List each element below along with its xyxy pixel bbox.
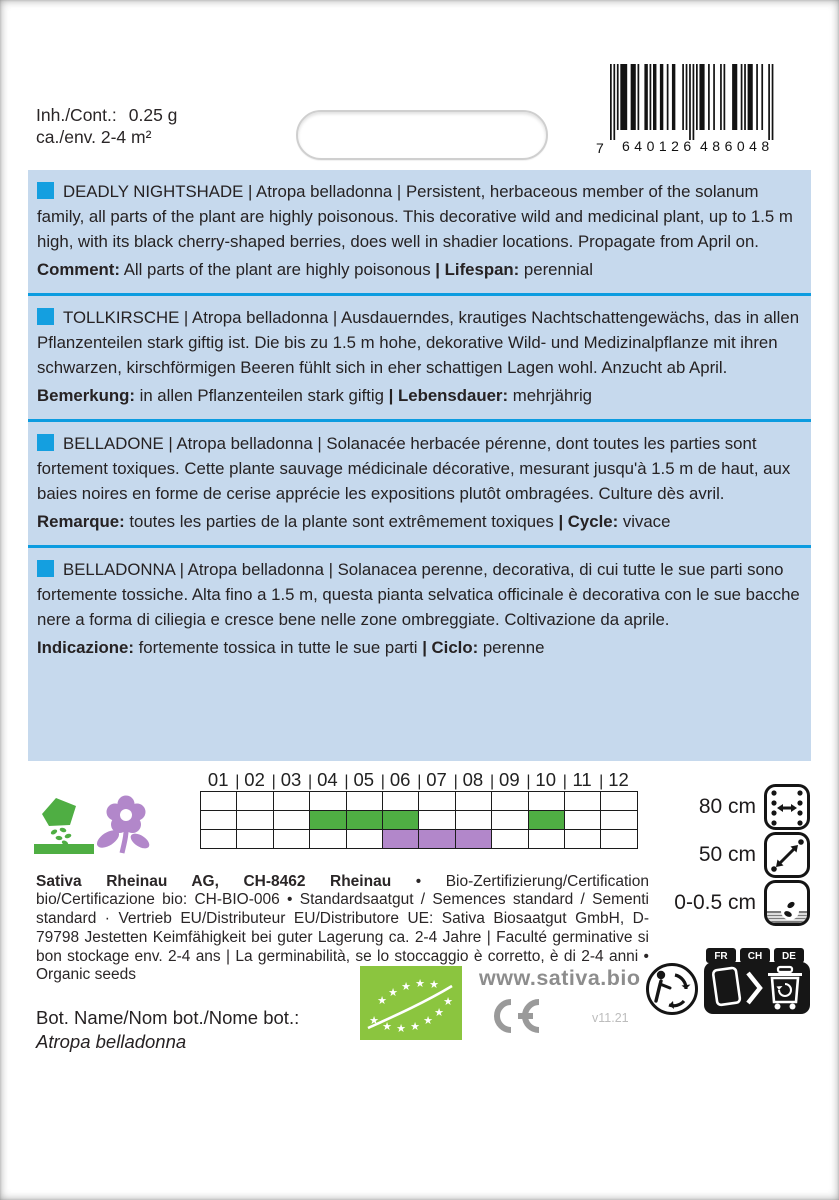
website-url: www.sativa.bio — [479, 966, 641, 990]
month-label: 11 | — [564, 769, 600, 792]
month-label: 08 | — [455, 769, 491, 792]
calendar-cell-flowering-12 — [601, 830, 637, 849]
section-intro — [37, 179, 802, 254]
calendar-cell-sowing-11 — [565, 811, 601, 830]
row-spacing-label: 80 cm — [698, 795, 756, 818]
calendar-cell-sowing-08 — [456, 811, 492, 830]
calendar-cell-sowing-10 — [529, 811, 565, 830]
triman-recycling-icon — [644, 961, 700, 1017]
calendar-cell-flowering-05 — [347, 830, 383, 849]
month-label: 04 | — [309, 769, 345, 792]
month-label: 01 | — [200, 769, 236, 792]
lang-section-italian — [28, 548, 811, 671]
svg-text:★: ★ — [388, 986, 398, 999]
lang-section-french — [28, 422, 811, 545]
language-bullet-icon — [37, 308, 54, 325]
svg-text:★: ★ — [410, 1020, 420, 1033]
calendar-cell-unmarked-08 — [456, 792, 492, 811]
calendar-cell-sowing-09 — [492, 811, 528, 830]
calendar-cell-sowing-06 — [383, 811, 419, 830]
coverage-line — [36, 126, 177, 148]
calendar-cell-unmarked-06 — [383, 792, 419, 811]
svg-text:★: ★ — [423, 1014, 433, 1027]
calendar-cell-flowering-06 — [383, 830, 419, 849]
calendar-cell-sowing-07 — [419, 811, 455, 830]
calendar-cell-sowing-04 — [310, 811, 346, 830]
calendar-cell-unmarked-01 — [201, 792, 237, 811]
coverage-value: 2-4 m² — [100, 127, 152, 147]
calendar-cell-sowing-02 — [237, 811, 273, 830]
calendar-cell-sowing-12 — [601, 811, 637, 830]
content-value: 0.25 g — [128, 105, 178, 125]
calendar-cell-sowing-03 — [274, 811, 310, 830]
intro-text: DEADLY NIGHTSHADE | Atropa belladonna | Persistent, herbaceous member of the solanum family, all parts of the plant are highly poisonous. This decorative wild and medicinal plant, up to 1.5 m high, with its black cherry-shaped berries, does well in shadier locations. Propagate from April on. — [37, 182, 793, 251]
calendar-cell-flowering-08 — [456, 830, 492, 849]
month-label: 10 | — [528, 769, 564, 792]
calendar-cell-unmarked-02 — [237, 792, 273, 811]
svg-text:★: ★ — [369, 1014, 379, 1027]
month-label: 06 | — [382, 769, 418, 792]
botanical-name: Atropa belladonna — [36, 1031, 187, 1052]
sowing-calendar — [200, 769, 638, 849]
flower-icon — [94, 796, 152, 854]
sorting-tab-de: DE — [782, 951, 796, 962]
calendar-month-header — [200, 769, 638, 791]
month-label: 07 | — [418, 769, 454, 792]
language-bullet-icon — [37, 182, 54, 199]
sowing-depth-icon — [764, 880, 810, 926]
month-label: 09 | — [491, 769, 527, 792]
content-amount-line — [36, 104, 177, 126]
calendar-cell-unmarked-03 — [274, 792, 310, 811]
calendar-cell-unmarked-10 — [529, 792, 565, 811]
botanical-name-block — [36, 1006, 299, 1054]
calendar-grid-body — [200, 791, 638, 849]
intro-text: BELLADONNA | Atropa belladonna | Solanacea perenne, decorativa, di cui tutte le sue parti sono fortemente tossiche. Alta fino a 1.5 m, questa pianta selvatica officinale è decorativa con le sue bacche nere a forma di ciliegia e cresce bene nelle zone ombreggiate. Coltivazione da aprile. — [37, 560, 800, 629]
content-info — [36, 104, 177, 148]
section-intro — [37, 431, 802, 506]
intro-text: BELLADONE | Atropa belladonna | Solanacée herbacée pérenne, dont toutes les parties sont fortement toxiques. Cette plante sauvage médicinale décorative, mesurant jusqu'à 1.5 m de haut, aux baies noires en forme de cerise apprécie les expositions plutôt ombragées. Culture dès avril. — [37, 434, 791, 503]
lang-section-german — [28, 296, 811, 419]
plant-spacing-label: 50 cm — [698, 843, 756, 866]
sorting-tab-ch: CH — [747, 951, 763, 962]
calendar-cell-flowering-04 — [310, 830, 346, 849]
month-label: 03 | — [273, 769, 309, 792]
eu-organic-logo — [360, 966, 462, 1040]
svg-text:★: ★ — [434, 1006, 444, 1019]
sorting-instruction-badge — [704, 946, 810, 1014]
euro-hang-hole — [296, 110, 548, 160]
month-label: 02 | — [236, 769, 272, 792]
calendar-legend-icons — [34, 794, 156, 854]
calendar-cell-flowering-10 — [529, 830, 565, 849]
section-note: Comment: All parts of the plant are highly poisonous | Lifespan: perennial — [37, 260, 593, 279]
svg-text:★: ★ — [415, 977, 425, 990]
svg-text:★: ★ — [382, 1020, 392, 1033]
calendar-cell-sowing-05 — [347, 811, 383, 830]
section-note: Indicazione: fortemente tossica in tutte le sue parti | Ciclo: perenne — [37, 638, 545, 657]
calendar-row-flowering — [201, 830, 638, 849]
botanical-name-label: Bot. Name/Nom bot./Nome bot.: — [36, 1007, 300, 1028]
calendar-cell-sowing-01 — [201, 811, 237, 830]
calendar-cell-flowering-01 — [201, 830, 237, 849]
svg-text:★: ★ — [401, 980, 411, 993]
language-bullet-icon — [37, 560, 54, 577]
description-panel — [28, 170, 811, 761]
sowing-icon — [34, 798, 94, 854]
svg-text:★: ★ — [429, 978, 439, 991]
month-label: 05 | — [346, 769, 382, 792]
month-label: 12 — [608, 769, 629, 790]
certification-text: • Bio-Zertifizierung/Certification bio/Certificazione bio: CH-BIO-006 • Standardsaatgut / Semences standard / Sementi standard · Vertrieb EU/Distributeur EU/Distributore UE: Sativa Biosaatgut GmbH, D-79798 Jestetten Keimfähigkeit bei guter Lagerung ca. 2-4 Jahre | Faculté germinative si bon stockage env. 2-4 ans | La germinabilità, se lo stoccaggio è corretto, è di 2-4 anni • Organic seeds — [36, 872, 649, 984]
producer-name: Sativa Rheinau AG, CH-8462 Rheinau — [36, 872, 392, 890]
calendar-row-unmarked — [201, 792, 638, 811]
calendar-cell-unmarked-07 — [419, 792, 455, 811]
calendar-cell-unmarked-04 — [310, 792, 346, 811]
barcode-bars — [610, 64, 776, 142]
plant-spacing-icon — [764, 832, 810, 878]
ce-mark-icon — [478, 997, 540, 1035]
calendar-cell-flowering-09 — [492, 830, 528, 849]
calendar-cell-flowering-03 — [274, 830, 310, 849]
sowing-depth-label: 0-0.5 cm — [674, 891, 756, 914]
intro-text: TOLLKIRSCHE | Atropa belladonna | Ausdauerndes, krautiges Nachtschattengewächs, das in allen Pflanzenteilen stark giftig ist. Die bis zu 1.5 m hohe, dekorative Wild- und Medizinalpflanze mit ihren schwarzen, kirschförmigen Beeren fühlt sich in eher schattigen Lagen wohl. Anzucht ab April. — [37, 308, 800, 377]
svg-text:★: ★ — [377, 994, 387, 1007]
content-label: Inh./Cont.: — [36, 105, 117, 125]
svg-text:★: ★ — [443, 995, 453, 1008]
section-note: Bemerkung: in allen Pflanzenteilen stark giftig | Lebensdauer: mehrjährig — [37, 386, 593, 405]
lang-section-english — [28, 170, 811, 293]
calendar-cell-unmarked-11 — [565, 792, 601, 811]
sorting-tab-fr: FR — [714, 951, 728, 962]
barcode: 7 640126 486048 — [596, 64, 796, 160]
coverage-label: ca./env. — [36, 127, 96, 147]
calendar-cell-unmarked-12 — [601, 792, 637, 811]
calendar-cell-flowering-02 — [237, 830, 273, 849]
calendar-cell-flowering-11 — [565, 830, 601, 849]
language-bullet-icon — [37, 434, 54, 451]
calendar-cell-unmarked-09 — [492, 792, 528, 811]
section-intro — [37, 557, 802, 632]
row-spacing-icon — [764, 784, 810, 830]
section-note: Remarque: toutes les parties de la plante sont extrêmement toxiques | Cycle: vivace — [37, 512, 671, 531]
svg-text:★: ★ — [396, 1022, 406, 1035]
calendar-row-sowing — [201, 811, 638, 830]
version-label: v11.21 — [592, 1011, 629, 1025]
section-intro — [37, 305, 802, 380]
calendar-cell-flowering-07 — [419, 830, 455, 849]
calendar-cell-unmarked-05 — [347, 792, 383, 811]
